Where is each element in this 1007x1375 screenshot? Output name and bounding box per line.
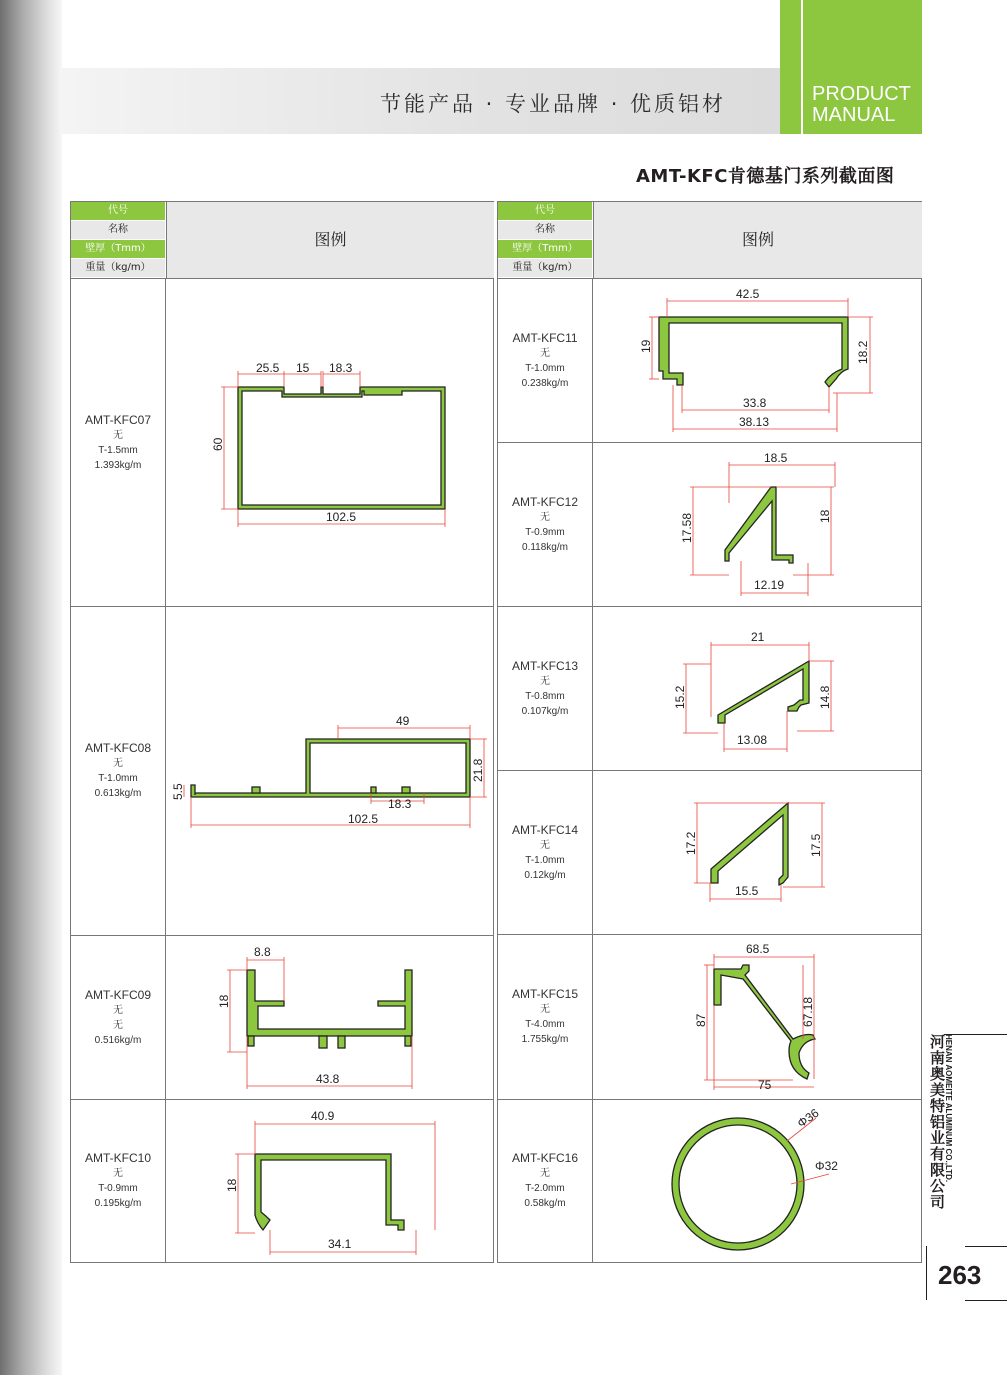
dim-label: 18: [818, 509, 832, 523]
left-profile-table: [70, 201, 494, 1263]
dim-label: 8.8: [254, 945, 271, 959]
dim-label: 15.5: [735, 884, 759, 898]
item-code: AMT-KFC09: [84, 987, 151, 1002]
profile-tab: [338, 1036, 345, 1048]
dimension-lines: [690, 462, 835, 596]
dim-label: 68.5: [746, 942, 770, 956]
dim-label: 19: [639, 339, 653, 353]
header-code: 代号: [71, 202, 165, 221]
dim-label: Φ32: [815, 1159, 838, 1173]
dim-label: 14.8: [818, 685, 832, 709]
dim-label: 102.5: [348, 812, 379, 826]
company-name-cn: 河南奥美特铝业有限公司: [928, 1034, 946, 1210]
company-rule: [944, 1034, 1007, 1035]
dim-label: 18.3: [329, 361, 353, 375]
item-weight: 0.12kg/m: [524, 869, 566, 881]
item-name: 无: [540, 839, 550, 851]
dimension-lines: [694, 803, 825, 902]
dim-label: 87: [694, 1013, 708, 1027]
header-name: 名称: [498, 221, 592, 240]
dim-label: 18.2: [856, 340, 870, 364]
dim-label: 49: [396, 714, 410, 728]
company-name-en: HENAN AOMEITE ALUMINUM CO.,LTD.: [944, 1034, 953, 1183]
profile-drawing: [593, 1100, 921, 1262]
table-row: [498, 935, 921, 1100]
book-spine-shadow: [0, 0, 62, 1375]
dim-label: 18.5: [764, 451, 788, 465]
profile-shape: [714, 965, 815, 1079]
profile-tab: [402, 787, 410, 793]
dim-label: 17.5: [809, 833, 823, 857]
table-row: [498, 443, 921, 607]
item-weight: 0.58kg/m: [524, 1198, 566, 1209]
item-name: 无: [113, 1168, 123, 1179]
profile-drawing: [593, 935, 921, 1099]
dim-label: 21: [751, 630, 765, 644]
dim-label: 13.08: [737, 733, 768, 747]
dim-label: 38.13: [739, 415, 770, 429]
item-weight: 0.118kg/m: [522, 541, 568, 553]
item-weight: 1.393kg/m: [94, 459, 142, 471]
item-wall: T-1.5mm: [98, 444, 138, 456]
item-info: [498, 443, 593, 606]
table-row: [71, 607, 493, 936]
profile-shape: [191, 739, 470, 797]
profile-shape: [718, 661, 809, 723]
item-wall: T-1.0mm: [525, 362, 565, 374]
dim-label: 34.1: [328, 1237, 352, 1251]
dim-label: 42.5: [736, 287, 760, 301]
profile-shape: [247, 970, 412, 1036]
dim-label: Φ36: [794, 1105, 822, 1131]
item-code: AMT-KFC07: [84, 412, 151, 427]
dim-label: 5.5: [171, 783, 185, 800]
item-wall: T-1.0mm: [525, 854, 565, 866]
badge-line-1: PRODUCT: [812, 83, 911, 105]
item-code: AMT-KFC16: [511, 1151, 578, 1165]
badge-line-2: MANUAL: [812, 104, 896, 126]
dim-label: 43.8: [316, 1072, 340, 1086]
item-name: 无: [540, 675, 550, 687]
page-title: AMT-KFC肯德基门系列截面图: [636, 166, 895, 187]
item-weight: 0.107kg/m: [521, 705, 569, 717]
dim-label: 75: [758, 1078, 772, 1092]
item-info: [498, 279, 593, 442]
dim-label: 102.5: [326, 510, 357, 524]
dim-label: 33.8: [743, 396, 767, 410]
profile-drawing: [166, 607, 493, 935]
table-row: [498, 1100, 921, 1262]
item-name: 无: [113, 429, 123, 441]
table-header: [71, 202, 493, 279]
item-info: [71, 936, 166, 1099]
right-profile-table: [497, 201, 922, 1263]
header-wall: 壁厚（Tmm）: [498, 240, 592, 259]
header-slogan: 节能产品 · 专业品牌 · 优质铝材: [380, 92, 727, 116]
item-wall: 无: [113, 1019, 123, 1031]
item-info: [71, 1100, 166, 1262]
header-figure: 图例: [593, 202, 922, 278]
item-info: [498, 1100, 593, 1262]
item-info: [71, 279, 166, 606]
header-wall: 壁厚（Tmm）: [71, 240, 165, 259]
table-header: [498, 202, 921, 279]
item-name: 无: [540, 1004, 550, 1015]
item-name: 无: [540, 1168, 550, 1179]
profile-drawing: [166, 936, 493, 1099]
profile-drawing: [593, 443, 921, 606]
profile-tab: [252, 787, 260, 793]
table-row: [71, 1100, 493, 1262]
item-weight: 0.613kg/m: [94, 788, 142, 799]
item-code: AMT-KFC14: [511, 822, 578, 837]
profile-drawing: [593, 771, 921, 934]
profile-tab: [371, 787, 376, 793]
item-name: 无: [113, 1004, 123, 1016]
tube-inner: [679, 1125, 797, 1243]
dimension-lines: [235, 1121, 435, 1255]
table-row: [71, 936, 493, 1100]
page-number: 263: [938, 1260, 982, 1290]
table-row: [498, 279, 921, 443]
item-code: AMT-KFC11: [512, 330, 578, 345]
badge-divider: [801, 0, 803, 134]
item-weight: 0.195kg/m: [94, 1198, 142, 1209]
profile-tab: [248, 1036, 254, 1046]
item-wall: T-4.0mm: [525, 1019, 565, 1030]
profile-tab: [405, 1036, 411, 1046]
item-wall: T-0.9mm: [525, 526, 565, 538]
product-manual-label: [812, 84, 911, 126]
dim-label: 18: [217, 994, 231, 1008]
table-row: [498, 607, 921, 771]
item-code: AMT-KFC15: [511, 987, 578, 1001]
item-wall: T-0.8mm: [525, 690, 565, 702]
item-info: [498, 935, 593, 1099]
dim-label: 25.5: [256, 361, 280, 375]
item-weight: 0.516kg/m: [94, 1034, 142, 1046]
item-name: 无: [540, 511, 550, 523]
dim-label: 17.2: [684, 831, 698, 855]
dim-label: 60: [211, 437, 225, 451]
page-rule-top: [965, 1246, 1007, 1247]
dim-label: 18: [225, 1178, 239, 1192]
profile-shape: [725, 487, 793, 563]
item-wall: T-1.0mm: [98, 773, 138, 784]
profile-drawing: [593, 607, 921, 770]
header-weight: 重量（kg/m）: [71, 259, 165, 277]
item-code: AMT-KFC13: [511, 658, 578, 673]
profile-shape: [659, 317, 848, 387]
dim-label: 15: [296, 361, 310, 375]
profile-tab: [319, 1036, 327, 1048]
table-row: [71, 279, 493, 607]
item-code: AMT-KFC08: [84, 741, 151, 755]
item-wall: T-0.9mm: [98, 1183, 138, 1194]
item-code: AMT-KFC12: [511, 494, 578, 509]
item-code: AMT-KFC10: [84, 1151, 151, 1165]
header-name: 名称: [71, 221, 165, 240]
profile-drawing: [166, 279, 493, 606]
header-figure: 图例: [166, 202, 494, 278]
dim-label: 18.3: [388, 797, 412, 811]
item-name: 无: [540, 347, 550, 359]
header-code: 代号: [498, 202, 592, 221]
dim-label: 67.18: [801, 996, 815, 1027]
item-name: 无: [113, 758, 123, 769]
item-info: [498, 771, 593, 934]
item-info: [71, 607, 166, 935]
item-info: [498, 607, 593, 770]
dim-label: 15.2: [673, 685, 687, 709]
dim-label: 21.8: [471, 758, 485, 782]
page-rule-left: [926, 1246, 927, 1300]
profile-shape: [255, 1154, 404, 1230]
item-weight: 1.755kg/m: [521, 1034, 569, 1045]
dim-label: 17.58: [680, 512, 694, 543]
profile-drawing: [593, 279, 921, 442]
dim-label: 40.9: [311, 1109, 335, 1123]
dim-label: 12.19: [754, 578, 785, 592]
page-rule-bottom: [965, 1300, 1007, 1301]
profile-shape: [711, 803, 788, 885]
profile-shape: [238, 387, 445, 509]
item-weight: 0.238kg/m: [521, 377, 569, 389]
profile-drawing: [166, 1100, 493, 1262]
item-wall: T-2.0mm: [525, 1183, 565, 1194]
table-row: [498, 771, 921, 935]
header-weight: 重量（kg/m）: [498, 259, 592, 277]
